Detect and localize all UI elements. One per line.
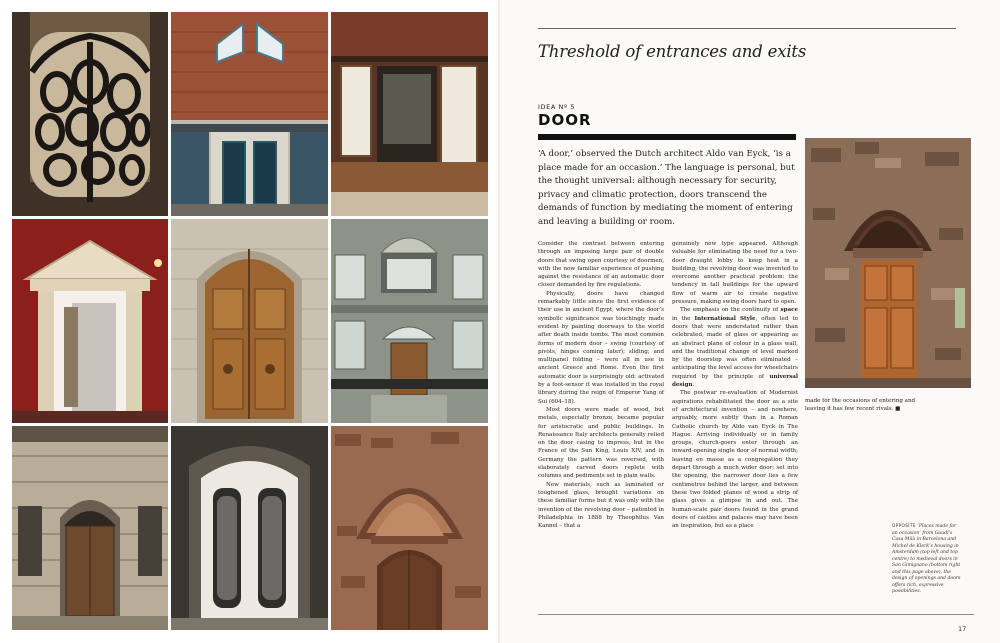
body-paragraph: Consider the contrast between entering through an imposing large pair of double doors that swing open courtesy of doormen, with the now familiar experience of pushing against the resistance of an automatic door closer demanded by fire regulations. (538, 241, 664, 289)
text-run: The emphasis on the continuity of (680, 307, 781, 314)
photo-gaudi-ironwork-door (12, 12, 168, 216)
caption-text: ‘Places made for an occasion’ from Gaudí’s Casa Milà in Barcelona and Michel de Klerk’s housing in Amsterdam (top left and top centre) to medieval doors in San Gimignano (bottom right and this page above), the design of openings and doors offers rich, expressive possibilities. (892, 524, 961, 594)
photo-medieval-brick-arch-door (331, 426, 488, 630)
caption-heading: OPPOSITE (892, 523, 916, 528)
section-title: Threshold of entrances and exits (538, 42, 807, 61)
body-column-3: made for the occasions of entering and leaving it has few recent rivals. ■ (805, 398, 916, 413)
idea-title: DOOR (538, 111, 592, 129)
glossary-term-space: space (780, 307, 798, 314)
body-column-2 (672, 240, 798, 530)
photo-classical-facade-door (331, 219, 488, 423)
body-paragraph: The postwar re-evaluation of Modernist aspirations rehabilitated the door as a site of architectural invention – and nowhere, arguably, more subtly than in a Roman Catholic church by Aldo van Eyck in The Hague. Arriving individually or in family groups, church-goers enter through an inward-opening single door of normal width; leaving en masse as a congregation they depart through a much wider door; set into the opening, the narrower door lies a few centimetres behind the larger, and between these two folded planes of wood a strip of glass gives a glimpse in and out. The human-scale pair doors found in the grand doors of castles and palaces may have been an inspiration, but as a place (672, 390, 798, 530)
right-page-text (500, 0, 1000, 643)
photo-rusticated-stone-door (12, 426, 168, 630)
photo-caption (892, 523, 962, 596)
body-paragraph: Most doors were made of wood, but metals, especially bronze, became popular for aristocratic and public buildings. In Renaissance Italy architects generally relied on the door casing to impress, but in the France of the Sun King, Louis XIV, and in Germany the pattern was reversed, with elaborately carved doors replete with columns and pediments set in plain walls. (538, 406, 664, 480)
intro-paragraph: ‘A door,’ observed the Dutch architect Aldo van Eyck, ‘is a place made for an occasion.’ The language is personal, but the thought universal: although necessary for security, privacy and climatic protection, doors transcend the demands of function by mediating the moment of entering and leaving a building or room. (538, 149, 795, 227)
body-paragraph: Physically, doors have changed remarkably little since the first evidence of their use in ancient Egypt, where the door’s symbolic significance was touchingly made evident by painting doorways to the world after death inside tombs. The most common forms of modern door – swing (courtesy of pivots, hinges coming later); sliding; and multipanel folding – were all in use in ancient Greece and Rome. Even the first automatic door is surprisingly old: activated by a foot-sensor it was installed in the royal library during the reign of Emperor Yang of Sui (604–18). (538, 290, 664, 405)
bottom-rule (538, 614, 974, 615)
photo-de-klerk-brick-door (171, 12, 328, 216)
photo-carved-wooden-arched-door (171, 219, 328, 423)
glossary-term-international-style: International Style (694, 315, 756, 322)
photo-art-nouveau-white-door (171, 426, 328, 630)
photo-red-wall-pediment-door (12, 219, 168, 423)
text-run: , often led to doors that were understated rather than celebrated, made of glass or appearing as an abstract plane of colour in a glass wall, and the traditional change of level marked by the doorstep was often eliminated – anticipating the level access for wheelchairs required by the principle of (672, 315, 798, 380)
title-underline-bar (538, 134, 796, 140)
glossary-term-universal-design: universal design (672, 373, 798, 389)
body-paragraph: genuinely new type appeared. Although valuable for eliminating the need for a two-door draught lobby to keep heat in a building, the revolving door was invented to overcome another practical problem: the tendency in tall buildings for the upward flow of warm air to create negative pressure, making swing doors hard to open. (672, 241, 798, 306)
page-number: 17 (958, 625, 967, 633)
body-paragraph: New materials, such as laminated or toughened glass, brought variations on these familiar forms but it was only with the invention of the revolving door – patented in Philadelphia in 1888 by Theophilus Van Kannel – that a (538, 481, 664, 530)
text-run: in the (672, 315, 695, 322)
body-column-1 (538, 240, 664, 530)
photo-san-gimignano-door (805, 138, 971, 388)
idea-number-label: IDEA Nº 5 (538, 103, 576, 111)
text-run: . (692, 382, 695, 389)
body-paragraph-with-terms (672, 306, 798, 389)
photo-japanese-sliding-door (331, 12, 488, 216)
top-rule (538, 28, 956, 29)
